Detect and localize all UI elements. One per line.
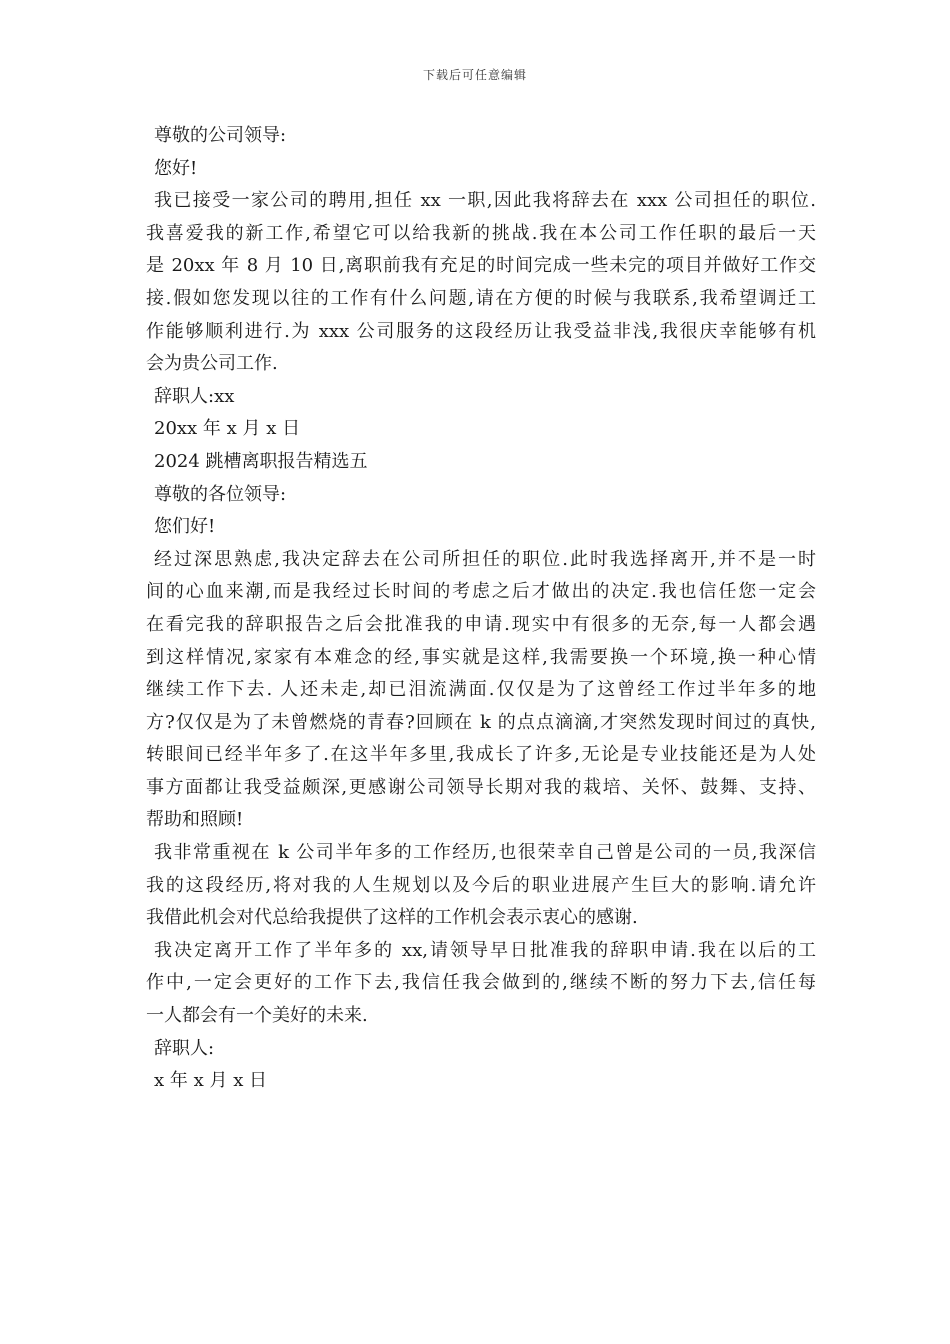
letter1-salutation: 尊敬的公司领导: [154, 125, 287, 146]
page-header: 下载后可任意编辑 [422, 68, 527, 82]
letter2-para2-line: 我的这段经历,将对我的人生规划以及今后的职业进展产生巨大的影响.请允许 [146, 874, 816, 896]
letter1-body-line: 是 20xx 年 8 月 10 日,离职前我有充足的时间完成一些未完的项目并做好工作交 [146, 255, 816, 277]
letter2-para1-line: 方?仅仅是为了未曾燃烧的青春?回顾在 k 的点点滴滴,才突然发现时间过的真快, [146, 711, 816, 733]
letter2-para1-line: 事方面都让我受益颇深,更感谢公司领导长期对我的栽培、关怀、鼓舞、支持、 [146, 776, 816, 798]
letter2-signature: 辞职人: [154, 1037, 215, 1059]
letter1-signature: 辞职人:xx [154, 385, 235, 407]
letter2-para1-line: 转眼间已经半年多了.在这半年多里,我成长了许多,无论是专业技能还是为人处 [146, 744, 816, 766]
section-title: 2024 跳槽离职报告精选五 [154, 450, 368, 472]
letter1-body-line: 接.假如您发现以往的工作有什么问题,请在方便的时候与我联系,我希望调迁工 [146, 287, 816, 309]
letter2-para3-line: 作中,一定会更好的工作下去,我信任我会做到的,继续不断的努力下去,信任每 [146, 972, 816, 994]
document-body [146, 120, 816, 1098]
letter1-body-line: 作能够顺利进行.为 xxx 公司服务的这段经历让我受益非浅,我很庆幸能够有机 [146, 320, 816, 342]
letter1-body-line: 我已接受一家公司的聘用,担任 xx 一职,因此我将辞去在 xxx 公司担任的职位. [154, 190, 816, 212]
letter1-date: 20xx 年 x 月 x 日 [154, 418, 301, 440]
letter2-para1-line: 间的心血来潮,而是我经过长时间的考虑之后才做出的决定.我也信任您一定会 [146, 581, 816, 603]
letter2-greeting: 您们好! [154, 516, 216, 538]
letter2-para3-line: 我决定离开工作了半年多的 xx,请领导早日批准我的辞职申请.我在以后的工 [154, 939, 816, 961]
letter2-salutation: 尊敬的各位领导: [154, 483, 287, 505]
letter2-para1-line: 在看完我的辞职报告之后会批准我的申请.现实中有很多的无奈,每一人都会遇 [146, 613, 816, 635]
letter1-body-line: 会为贵公司工作. [146, 353, 278, 375]
letter1-body-line: 我喜爱我的新工作,希望它可以给我新的挑战.我在本公司工作任职的最后一天 [146, 222, 816, 244]
letter1-greeting: 您好! [154, 157, 198, 179]
letter2-para1-line: 继续工作下去. 人还未走,却已泪流满面.仅仅是为了这曾经工作过半年多的地 [146, 679, 816, 701]
letter2-para3-line: 一人都会有一个美好的未来. [146, 1005, 368, 1027]
letter2-para1-line: 到这样情况,家家有本难念的经,事实就是这样,我需要换一个环境,换一种心情 [146, 646, 816, 668]
letter2-para2-line: 我非常重视在 k 公司半年多的工作经历,也很荣幸自己曾是公司的一员,我深信 [154, 842, 816, 864]
letter2-para1-line: 经过深思熟虑,我决定辞去在公司所担任的职位.此时我选择离开,并不是一时 [154, 548, 816, 570]
letter2-para1-line: 帮助和照顾! [146, 809, 244, 831]
letter2-para2-line: 我借此机会对代总给我提供了这样的工作机会表示衷心的感谢. [146, 907, 638, 929]
letter2-date: x 年 x 月 x 日 [154, 1070, 268, 1092]
